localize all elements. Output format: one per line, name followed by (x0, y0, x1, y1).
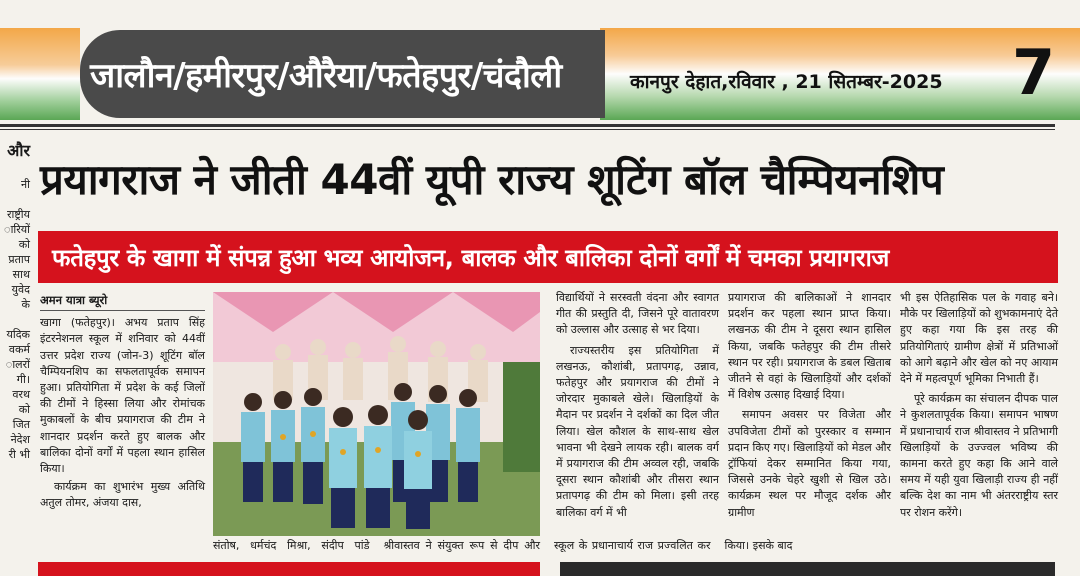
left-fragment-line: ालरों (5, 358, 30, 371)
page-number: 7 (1012, 36, 1056, 109)
region-masthead (80, 30, 605, 118)
subheadline: फतेहपुर के खागा में संपन्न हुआ भव्य आयोजन, बालक और बालिका दोनों वर्गों में चमका प्रयागराज (52, 243, 890, 272)
paragraph: समापन अवसर पर विजेता और उपविजेता टीमों को पुरस्कार व सम्मान प्रदान किए गए। खिलाड़ियों को मेडल और ट्रॉफियां देकर सम्मानित किया गया, जिससे उनके चेहरे खुशी से खिल उठे। कार्यक्रम स्थल पर मौजूद दर्शक और ग्रामीण (728, 408, 891, 519)
left-fragment-line: नी (21, 178, 30, 191)
left-fragment-line: युवेद (11, 283, 30, 296)
paragraph: भी इस ऐतिहासिक पल के गवाह बने। मौके पर खिलाड़ियों को शुभकामनाएं देते हुए कहा गया कि इस तरह की प्रतियोगिताएं ग्रामीण क्षेत्रों में प्रतिभाओं को आगे बढ़ाने और खेल को नए आयाम देने में महत्वपूर्ण भूमिका निभाती हैं। (900, 291, 1058, 386)
news-photo (213, 292, 540, 536)
dateline: कानपुर देहात,रविवार , 21 सितम्बर-2025 (630, 71, 943, 93)
left-fragment-line: को (18, 238, 30, 251)
paragraph: पूरे कार्यक्रम का संचालन दीपक पाल ने कुशलतापूर्वक किया। समापन भाषण में प्रधानाचार्य राज श्रीवास्तव ने प्रतिभागी खिलाड़ियों के उज्ज्वल भविष्य की कामना करते हुए कहा कि आने वाले समय में यही युवा खिलाड़ी राज्य ही नहीं बल्कि देश का नाम भी अंतरराष्ट्रीय स्तर पर रोशन करेंगे। (900, 392, 1058, 519)
headline: प्रयागराज ने जीती 44वीं यूपी राज्य शूटिंग बॉल चैम्पियनशिप (40, 155, 944, 204)
paragraph: राज्यस्तरीय इस प्रतियोगिता में लखनऊ, कौशांबी, प्रतापगढ़, उन्नाव, फतेहपुर और प्रयागराज की टीमों ने जोरदार मुकाबले खेले। खिलाड़ियों के मैदान पर प्रदर्शन ने दर्शकों का दिल जीत लिया। खेल कौशल के साथ-साथ खेल भावना भी देखने लायक रही। बालक वर्ग में प्रयागराज की टीम अव्वल रही, जबकि दूसरा स्थान कौशांबी और तीसरा स्थान प्रतापगढ़ की टीम को मिला। इसी तरह बालिका वर्ग में भी (556, 343, 719, 519)
caption-paragraph: संतोष, धर्मचंद मिश्रा, संदीप पांडे श्रीवास्तव ने संयुक्त रूप से दीप और स्कूल के प्रधानाचार्य राज प्रज्वलित कर किया। इसके बाद (213, 539, 793, 552)
top-rule-thin (0, 129, 1055, 130)
left-fragment-line: री भी (8, 448, 30, 461)
article-column-5 (900, 290, 1058, 554)
left-fragment-line: नेदेश (10, 433, 30, 446)
next-article-bar (38, 562, 540, 576)
left-fragment-line: और (7, 141, 30, 160)
left-fragment-line (0, 162, 30, 177)
paragraph: प्रयागराज की बालिकाओं ने शानदार प्रदर्शन कर पहला स्थान प्राप्त किया। लखनऊ की टीम ने दूसरा स्थान हासिल किया, जबकि फतेहपुर की टीम तीसरे स्थान पर रही। प्रयागराज के डबल खिताब जीतने से वहां के खिलाड़ियों और दर्शकों में विशेष उत्साह दिखाई दिया। (728, 291, 891, 402)
left-fragment-line (0, 312, 30, 327)
tricolor-band-left (0, 28, 80, 120)
left-fragment-line: साथ (12, 268, 30, 281)
left-fragment-line: प्रताप (8, 253, 30, 266)
left-fragment-line: जित (12, 418, 30, 431)
left-fragment-line: यदिक (6, 328, 30, 341)
left-fragment-line (0, 192, 30, 207)
left-fragment-line: वरथ (12, 388, 30, 401)
region-title: जालौन/हमीरपुर/औरैया/फतेहपुर/चंदौली (90, 56, 562, 96)
top-rule (0, 124, 1055, 127)
left-column-fragment (0, 140, 30, 462)
paragraph: विद्यार्थियों ने सरस्वती वंदना और स्वागत गीत की प्रस्तुति दी, जिसने पूरे वातावरण को उल्लास और उत्साह से भर दिया। (556, 291, 719, 337)
group-photo-illustration (213, 292, 540, 536)
paragraph: खागा (फतेहपुर)। अभय प्रताप सिंह इंटरनेशनल स्कूल में शनिवार को 44वीं उत्तर प्रदेश राज्य (जोन-3) शूटिंग बॉल चैम्पियनशिप का सफलतापूर्वक समापन हुआ। प्रतियोगिता में प्रदेश के कई जिलों की टीमों ने हिस्सा लिया और रोमांचक मुकाबलों के बीच प्रयागराज की टीम ने शानदार प्रदर्शन करते हुए बालक और बालिका दोनों वर्गों में पहला स्थान हासिल किया। (40, 316, 205, 476)
left-fragment-line: को (18, 403, 30, 416)
byline: अमन यात्रा ब्यूरो (40, 292, 205, 311)
left-fragment-line: राष्ट्रीय (6, 208, 30, 221)
article-column-3 (556, 290, 719, 554)
left-fragment-line: गी। (16, 373, 30, 386)
left-fragment-line: ारियों (4, 223, 30, 236)
article-column-4 (728, 290, 891, 554)
next-article-bar-dark (560, 562, 1055, 576)
left-fragment-line: वकर्म (8, 343, 30, 356)
subheadline-bar (38, 231, 1058, 283)
article-column-1 (40, 292, 205, 554)
left-fragment-line: के (21, 298, 30, 311)
paragraph: कार्यक्रम का शुभारंभ मुख्य अतिथि अतुल तोमर, अंजया दास, (40, 480, 205, 510)
photo-caption-text (213, 539, 793, 561)
